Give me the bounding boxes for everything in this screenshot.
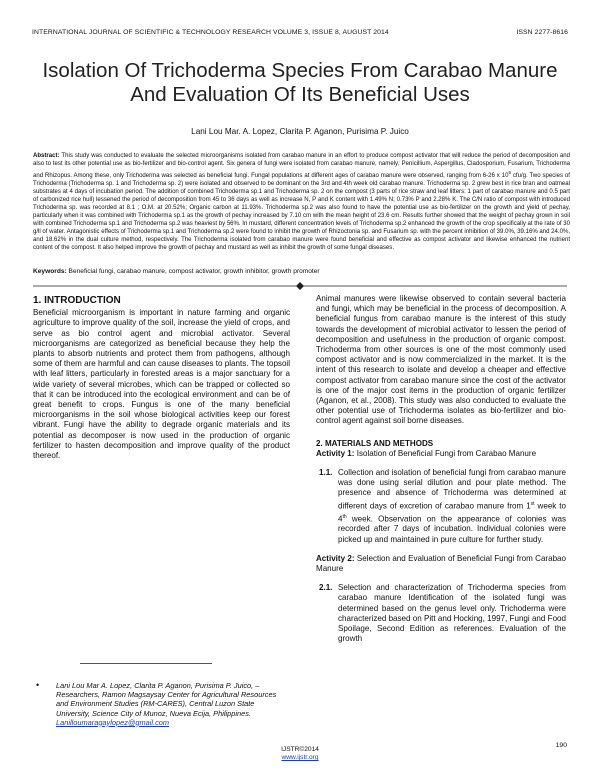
activity-2-text: Selection and Evaluation of Beneficial Fungi from Carabao Manure <box>316 553 566 574</box>
item-2-1-text: Selection and characterization of Trichoderma species from carabao manure Identification of the isolated fungi was determined based on the genus level only. Trichoderma were characterized based on Pitt and Hocking, 1997, Fungi and Food Spoilage, Second Edition as references. Evaluation of the growth <box>338 583 566 644</box>
right-column <box>316 294 566 644</box>
item-1-1-part-c: week. Observation on the appearance of colonies was recorded after 7 days of incubation. Individual colonies were picked up and maintained in pure culture for further study. <box>338 514 566 544</box>
footnote-text: Lani Lou Mar A. Lopez, Clarita P. Aganon, Purisima P. Juico, – Researchers, Ramon Magsaysay Center for Agricultural Resources and Environment Studies (RM-CARES), Central Luzon State University, Science City of Munoz, Nueva Ecija, Philippines. <box>56 681 277 718</box>
journal-name: INTERNATIONAL JOURNAL OF SCIENTIFIC & TECHNOLOGY RESEARCH VOLUME 3, ISSUE 8, AUGUST 2014 <box>32 29 389 36</box>
author-footnote <box>36 681 288 727</box>
paper-title: Isolation Of Trichoderma Species From Carabao Manure And Evaluation Of Its Beneficial Uses <box>42 59 558 106</box>
keywords-text: Beneficial fungi, carabao manure, compost activator, growth inhibitor, growth promoter <box>66 268 320 275</box>
item-1-1 <box>316 468 566 545</box>
footnote-bullet: • <box>36 680 40 690</box>
item-1-1-sup-2: th <box>342 513 347 520</box>
activity-1 <box>316 449 566 459</box>
intro-paragraph: Beneficial microorganism is important in nature farming and organic agriculture to improve quality of the soil, increase the yield of crops, and serve as bio control agent and microbial activator. Several microorganisms are categorized as beneficial because they help the plants to absorb nutrients and protect them from pathogens, although some of them are harmful and can cause diseases to plants. The topsoil with leaf litters, particularly in forested areas is a major sanctuary for a wide variety of several microbes, which can be trapped or collected so that it can be introduced into the ecological environment and can be of great benefit to crops. Fungus is one of the many beneficial microorganisms in the soil whose biological activities keep our forest vibrant. Fungi have the ability to degrade organic materials and its potential as decomposer is now used in the production of organic fertilizer to hasten decomposition and improve quality of the product thereof. <box>33 308 290 461</box>
item-1-1-sup-1: st <box>530 500 535 507</box>
item-1-1-part-b: week to 4 <box>338 501 566 524</box>
item-1-1-text <box>338 468 566 545</box>
abstract-text: This study was conducted to evaluate the selected microorganisms isolated from carabao manure in an effort to produce compost activator that will reduce the period of decomposition and also to test its other potential use as bio-fertilizer and bio-control agent. Six genera of fungi were isolated from carabao manure, namely; Penicillium, Aspergillus, Cladosporium, Fusarium, Trichoderma and Rhizopus. Among these, only Trichoderma was selected as beneficial fungi. Fungal populations at different ages of carabao manure were observed, ranging from 6-26 x 10 <box>33 153 570 179</box>
abstract-text-continued: cfu/g. Two species of Trichoderma (Trichoderma sp. 1 and Trichoderma sp. 2) were isolated and observed to be dominant on the 3rd and 4th week old carabao manure. Trichoderma sp. 2 grew best in rice bran and oatmeal substrates at 4 days of incubation period. The addition of combined Trichoderma sp.1 and Trichoderma sp. 2 on the compost (3 parts of rice straw and leaf litters: 1 part of carabao manure and 0.5 part of carbonized rice hull) lessened the period of decomposition from 45 to 36 days as well as increase N, P and K content with 1.49% N; 0.73% P and 2.28% K. The C/N ratio of compost with introduced Trichoderma sp. was recorded at 8.1 ; O.M. at 20.52%; Organic carbon at 11.93%. Trichoderma sp.2 was also found to have the potential use as bio-fertilizer on the growth and yield of pechay, particularly when it was combined with Trichoderma sp.1 as the growth of pechay increased by 7.10 cm with the mean height of 23.6 cm. Results further showed that the weight of pechay grown in soil with combined Trichoderma sp.1 and Trichoderma sp.2 was heaviest by 56%. In mustard, different concentration levels of Trichoderma sp.2 enhanced the growth of the crop specifically at the rate of 30 g/ll of water. Antagonistic effects of Trichoderma sp.1 and Trichoderma sp.2 were found to inhibit the growth of Rhizoctonia sp. and Fusarium sp. with the percent inhibition of 39.0%, 39.16% and 24.0%, and 18.62% in the dual culture method, respectively. The Trichoderma isolated from carabao manure were found beneficial and effective as compost activator and likewise enhanced the nutrient content of the compost. It also helped improve the growth of pechay and mustard as well as inhibit the growth of some fungal diseases. <box>33 172 570 251</box>
activity-1-label: Activity 1: <box>316 448 355 458</box>
item-1-1-part-a: Collection and isolation of beneficial fungi from carabao manure was done using serial dilution and pour plate method. The presence and absence of Trichoderma was determined at different days of excretion of carabao manure from 1 <box>338 468 566 511</box>
section-divider <box>33 281 567 291</box>
methods-heading: 2. MATERIALS AND METHODS <box>316 438 434 448</box>
item-2-1-number: 2.1. <box>319 583 333 593</box>
intro-heading: 1. INTRODUCTION <box>33 295 121 306</box>
intro-paragraph-continued: Animal manures were likewise observed to contain several bacteria and fungi, which may be beneficial in the process of decomposition. A beneficial fungus from carabao manure is the interest of this study towards the development of microbial activator to lessen the period of decomposition and usefulness in the production of organic compost. Trichoderma from other sources is one of the most commonly used compost activator and is now commercialized in the market. It is the intent of this research to isolate and develop a cheaper and effective compost activator from carabao manure since the cost of the activator is one of the major cost items in the production of organic fertilizer (Aganon, et al., 2008). This study was also conducted to evaluate the other potential use of Trichoderma isolates as bio-fertilizer and bio-control agent against soil borne diseases. <box>316 294 566 426</box>
activity-1-text: Isolation of Beneficial Fungi from Carabao Manure <box>354 448 537 458</box>
page-number: 190 <box>555 742 567 749</box>
keywords <box>33 268 570 275</box>
item-2-1 <box>316 583 566 644</box>
footer-site-link[interactable]: www.ijstr.org <box>281 754 319 761</box>
footnote-rule <box>80 663 212 664</box>
activity-2 <box>316 554 566 574</box>
activity-2-label: Activity 2: <box>316 553 355 563</box>
left-column <box>33 296 290 461</box>
abstract-superscript: 5 <box>508 169 511 175</box>
abstract-label: Abstract: <box>33 153 60 159</box>
author-list: Lani Lou Mar. A. Lopez, Clarita P. Aganon, Purisima P. Juico <box>191 127 409 136</box>
abstract <box>33 153 570 252</box>
page-footer <box>0 746 600 762</box>
running-header <box>32 29 568 36</box>
footer-copyright: IJSTR©2014 <box>281 746 319 753</box>
footnote-body <box>56 681 288 727</box>
issn: ISSN 2277-8616 <box>516 29 568 36</box>
item-1-1-number: 1.1. <box>319 468 333 478</box>
keywords-label: Keywords: <box>33 268 67 275</box>
author-email-link[interactable]: Lanilloumaragaylopez@gmail.com <box>56 717 170 727</box>
